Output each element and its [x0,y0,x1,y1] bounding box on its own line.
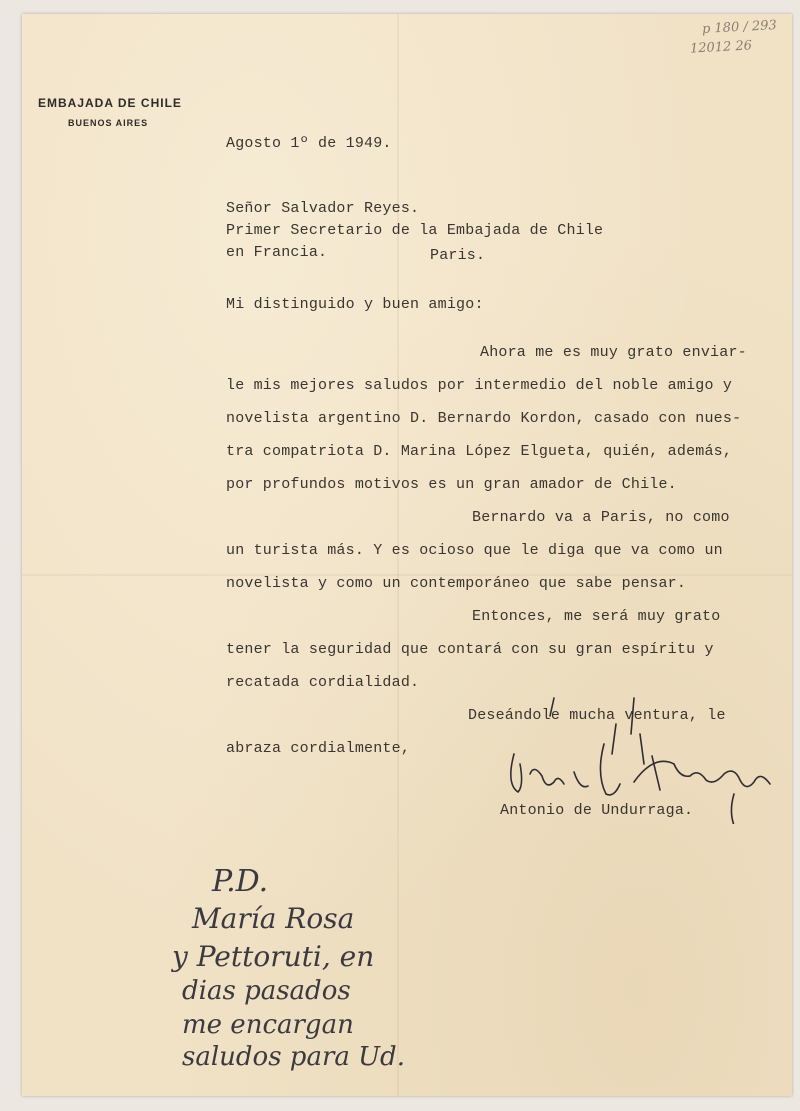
letterhead-city: BUENOS AIRES [68,118,149,128]
postscript-line: me encargan [182,1010,354,1040]
body-line: le mis mejores saludos por intermedio del noble amigo y [226,377,733,394]
body-line: Entonces, me será muy grato [472,608,721,625]
body-line: novelista argentino D. Bernardo Kordon, casado con nues- [226,410,742,427]
postscript-line: María Rosa [192,902,355,935]
body-line: un turista más. Y es ocioso que le diga que va como un [226,542,723,559]
body-line: Ahora me es muy grato enviar- [480,344,747,361]
body-line: recatada cordialidad. [226,674,420,691]
letter-page [22,14,792,1096]
body-line: Bernardo va a Paris, no como [472,509,730,526]
recipient-title: Primer Secretario de la Embajada de Chile [226,222,604,239]
body-line: tener la seguridad que contará con su gran espíritu y [226,641,714,658]
body-line: novelista y como un contemporáneo que sabe pensar. [226,575,687,592]
postscript-line: saludos para Ud. [182,1042,405,1072]
letterhead-embassy: EMBAJADA DE CHILE [38,96,182,110]
typed-signature: Antonio de Undurraga. [500,802,694,819]
salutation: Mi distinguido y buen amigo: [226,296,484,313]
postscript-line: dias pasados [182,976,351,1006]
body-line: Deseándole mucha ventura, le [468,707,726,724]
body-line: por profundos motivos es un gran amador de Chile. [226,476,677,493]
postscript-line: y Pettoruti, en [172,940,375,973]
body-line: tra compatriota D. Marina López Elgueta, quién, además, [226,443,733,460]
recipient-name: Señor Salvador Reyes. [226,200,420,217]
signature-text [512,762,728,784]
recipient-location: en Francia. [226,244,328,261]
archive-mark-top: p 180 / 293 [701,18,778,37]
recipient-city: Paris. [430,247,486,264]
letter-date: Agosto 1º de 1949. [226,135,392,152]
closing: abraza cordialmente, [226,740,411,757]
archive-mark-bottom: 12012 26 [689,38,753,57]
postscript-line: P.D. [212,864,269,899]
